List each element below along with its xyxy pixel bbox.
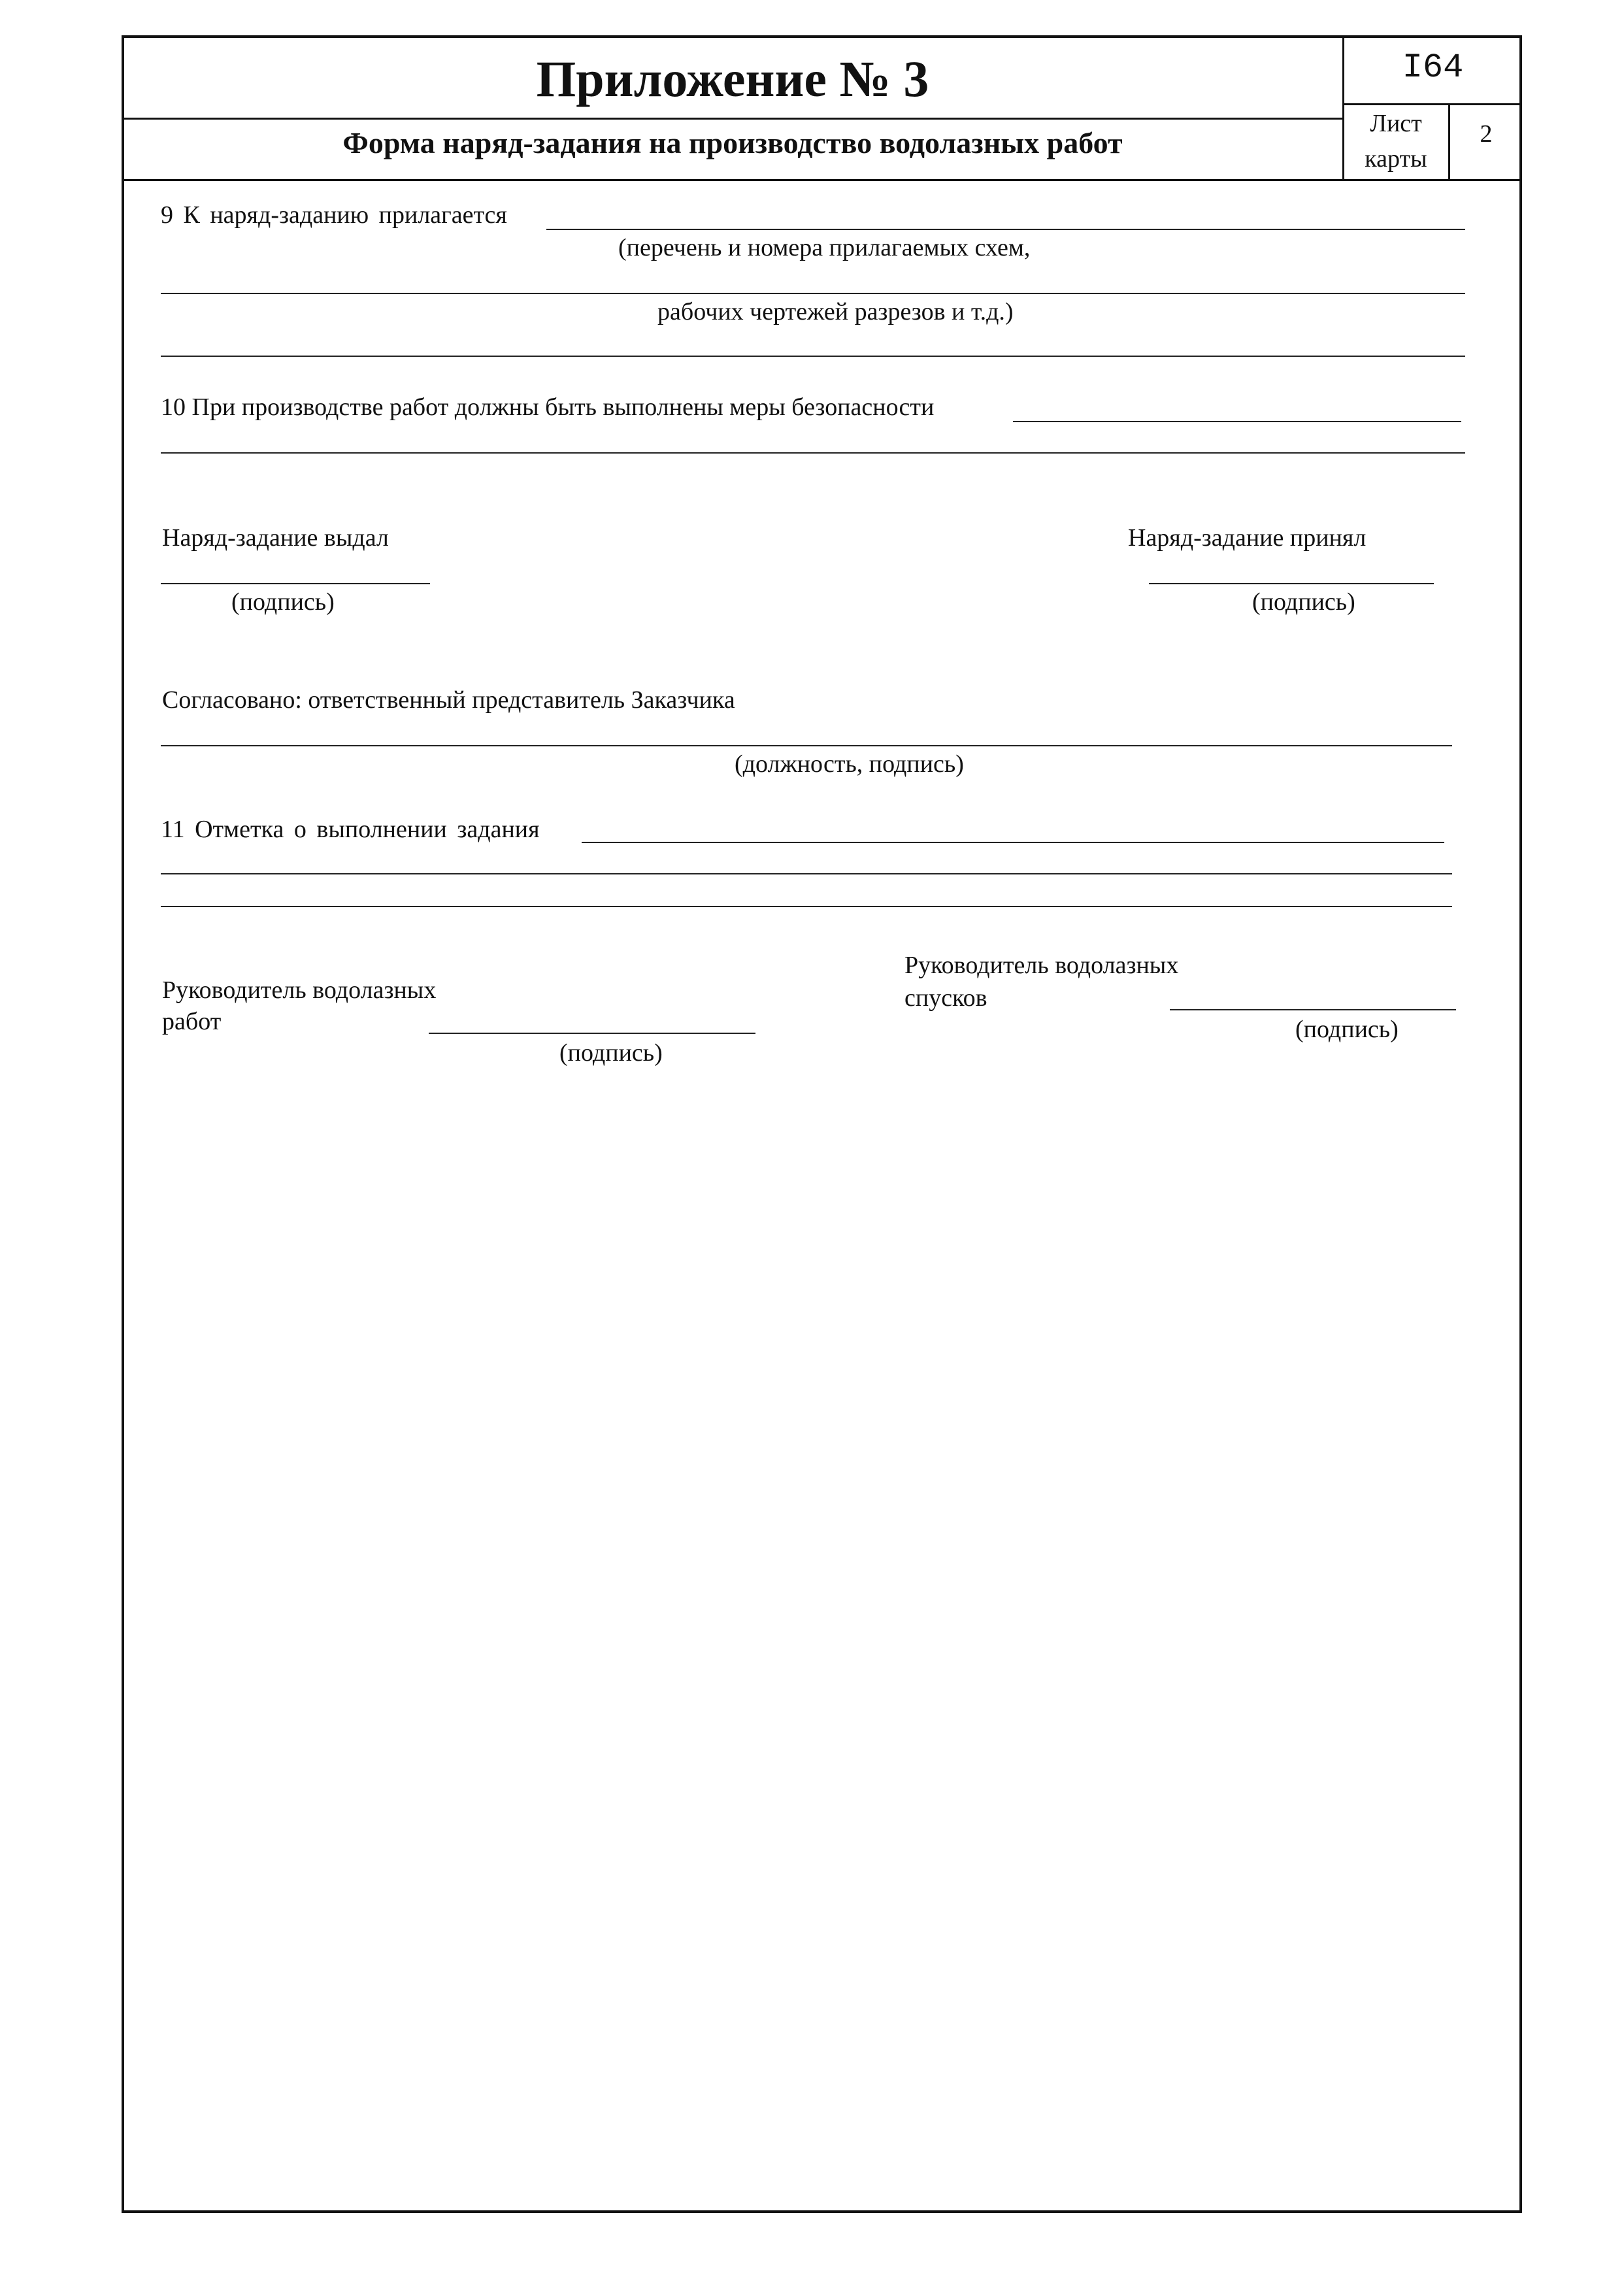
head-of-descents-signature-hint: (подпись) [1295,1016,1399,1043]
section11-field-line-2[interactable] [161,873,1452,874]
section9-field-line-3[interactable] [161,356,1465,357]
section11-label: 11 Отметка о выполнении задания [161,816,540,843]
head-of-works-signature-hint: (подпись) [559,1039,663,1067]
accepted-signature-hint: (подпись) [1252,588,1355,616]
customer-signature-line[interactable] [161,745,1452,746]
head-of-descents-label-line1: Руководитель водолазных [904,952,1179,979]
section9-field-line[interactable] [546,229,1465,230]
section9-hint-line1: (перечень и номера прилагаемых схем, [618,234,1031,261]
section10-label: 10 При производстве работ должны быть выполнены меры безопасности [161,393,935,421]
section10-field-line-2[interactable] [161,452,1465,454]
head-of-works-signature-line[interactable] [429,1033,755,1034]
section11-field-line[interactable] [582,842,1444,843]
header-code-divider [1344,103,1522,105]
section9-label: 9 К наряд-заданию прилагается [161,201,507,229]
issued-signature-line[interactable] [161,583,430,584]
section10-field-line[interactable] [1013,421,1461,422]
head-of-descents-signature-line[interactable] [1170,1009,1456,1010]
head-of-works-label-line1: Руководитель водолазных [162,976,437,1004]
accepted-by-label: Наряд-задание принял [1128,524,1367,552]
section11-field-line-3[interactable] [161,906,1452,907]
issued-by-label: Наряд-задание выдал [162,524,389,552]
sheet-label-line2: карты [1365,145,1427,173]
page-title: Приложение № 3 [536,50,929,107]
sheet-label-line1: Лист [1370,110,1422,137]
sheet-number: 2 [1480,120,1493,148]
form-subtitle: Форма наряд-задания на производство водолазных работ [342,126,1123,159]
header-bottom-border [122,179,1522,181]
header-divider [122,118,1344,120]
customer-signature-hint: (должность, подпись) [735,750,964,778]
head-of-descents-label-line2: спусков [904,984,987,1012]
accepted-signature-line[interactable] [1149,583,1434,584]
page-code: I64 [1402,48,1464,87]
head-of-works-label-line2: работ [162,1008,222,1035]
section9-hint-line2: рабочих чертежей разрезов и т.д.) [657,298,1014,325]
issued-signature-hint: (подпись) [231,588,335,616]
section9-field-line-2[interactable] [161,293,1465,294]
form-frame [122,35,1522,2213]
customer-agreement-label: Согласовано: ответственный представитель Заказчика [162,686,735,714]
